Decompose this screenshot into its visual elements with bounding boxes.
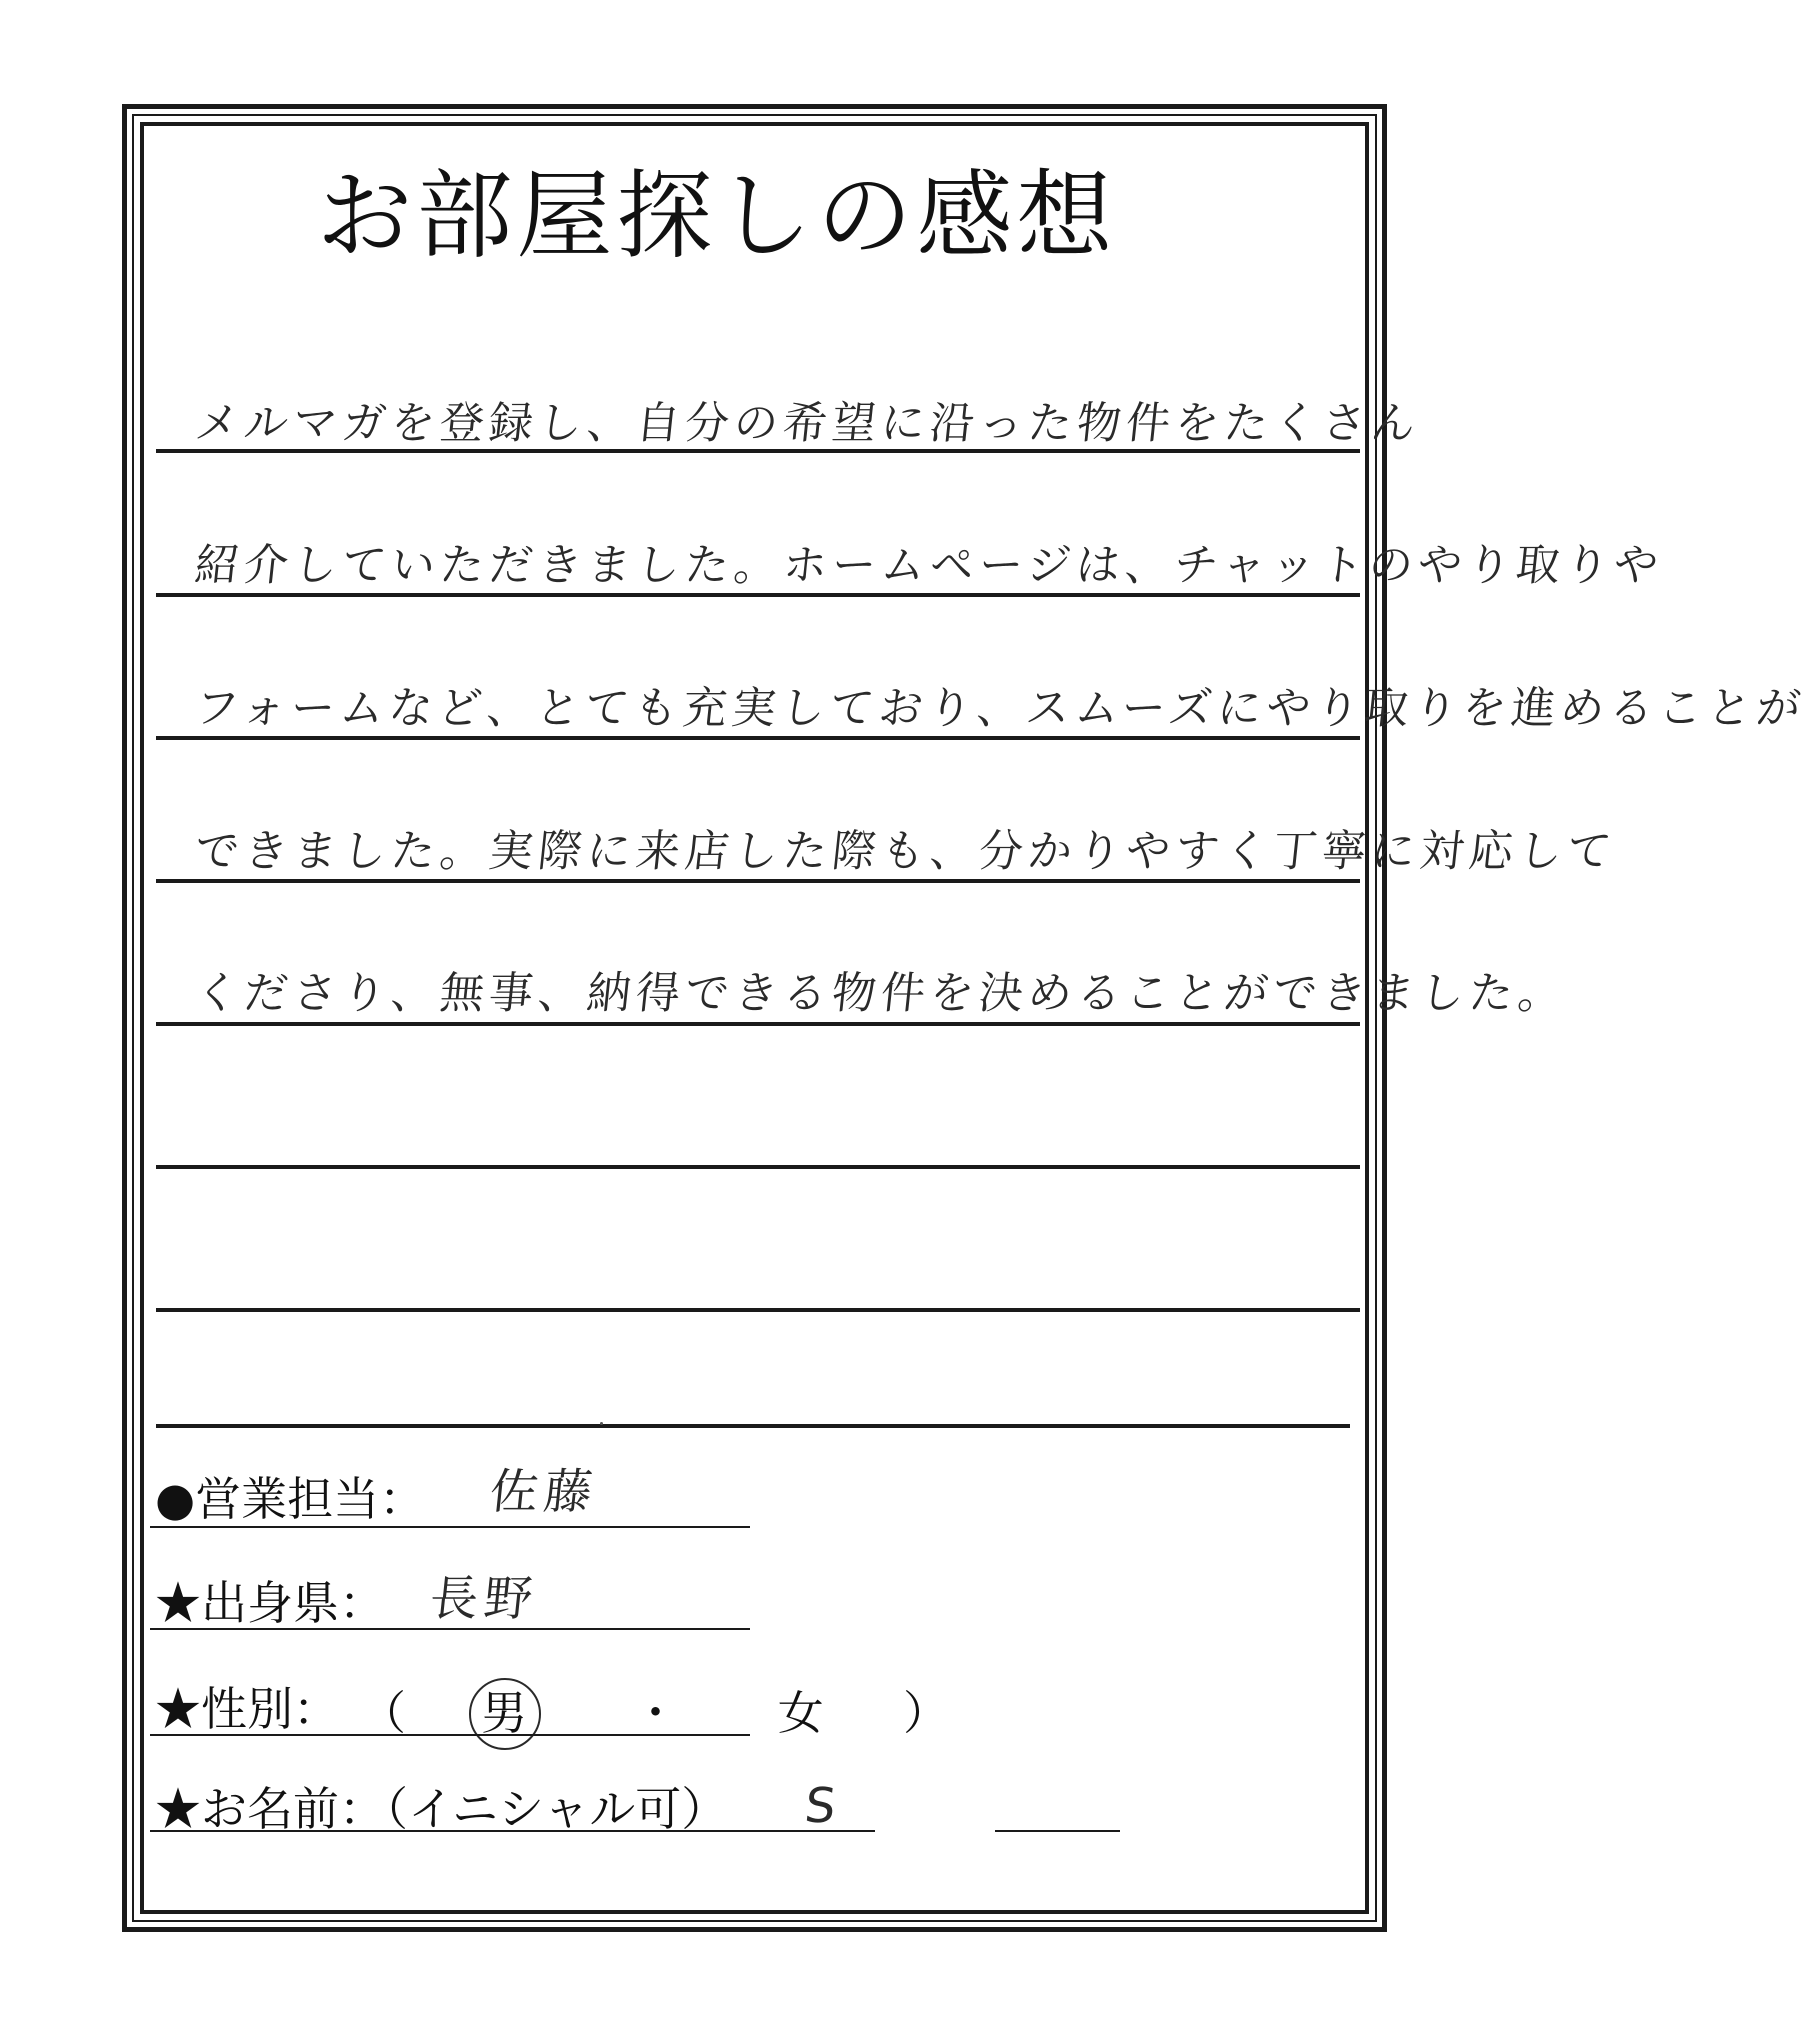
hometown-underline xyxy=(150,1628,750,1630)
sales-rep-value: 佐藤 xyxy=(487,1464,601,1520)
ruled-line-5 xyxy=(156,1022,1360,1026)
hometown-value: 長野 xyxy=(427,1571,541,1627)
gender-open-paren: （ xyxy=(360,1686,406,1740)
comment-line-1: メルマガを登録し、自分の希望に沿った物件をたくさん xyxy=(192,398,1423,449)
comment-line-4: できました。実際に来店した際も、分かりやすく丁寧に対応して xyxy=(192,826,1619,877)
gender-close-paren: ） xyxy=(903,1686,949,1740)
ruled-line-7 xyxy=(156,1308,1360,1312)
name-value: S xyxy=(802,1778,845,1834)
sales-rep-underline xyxy=(150,1526,750,1528)
comment-line-3: フォームなど、とても充実しており、スムーズにやり取りを進めることが xyxy=(192,683,1808,734)
ruled-line-3 xyxy=(156,736,1360,740)
name-label: ★お名前：（イニシャル可） xyxy=(155,1782,728,1836)
page-title: お部屋探しの感想 xyxy=(316,160,1117,272)
comment-line-5: くださり、無事、納得できる物件を決めることができました。 xyxy=(192,968,1570,1019)
ruled-line-6 xyxy=(156,1165,1360,1169)
stray-dot xyxy=(600,1422,603,1425)
gender-options xyxy=(360,1686,949,1740)
name-extra-underline xyxy=(995,1830,1120,1832)
gender-label: ★性別： xyxy=(155,1682,339,1736)
ruled-line-8 xyxy=(156,1424,1350,1428)
ruled-line-2 xyxy=(156,593,1360,597)
ruled-line-1 xyxy=(156,449,1360,453)
gender-male-option: 男 xyxy=(475,1686,533,1740)
gender-underline xyxy=(150,1734,750,1736)
hometown-label: ★出身県： xyxy=(155,1576,385,1630)
name-underline xyxy=(150,1830,875,1832)
sales-rep-label: ●営業担当： xyxy=(155,1472,426,1526)
gender-female-option: 女 xyxy=(777,1686,824,1740)
comment-line-2: 紹介していただきました。ホームページは、チャットのやり取りや xyxy=(192,540,1666,591)
ruled-line-4 xyxy=(156,879,1360,883)
gender-separator: ・ xyxy=(632,1686,679,1740)
